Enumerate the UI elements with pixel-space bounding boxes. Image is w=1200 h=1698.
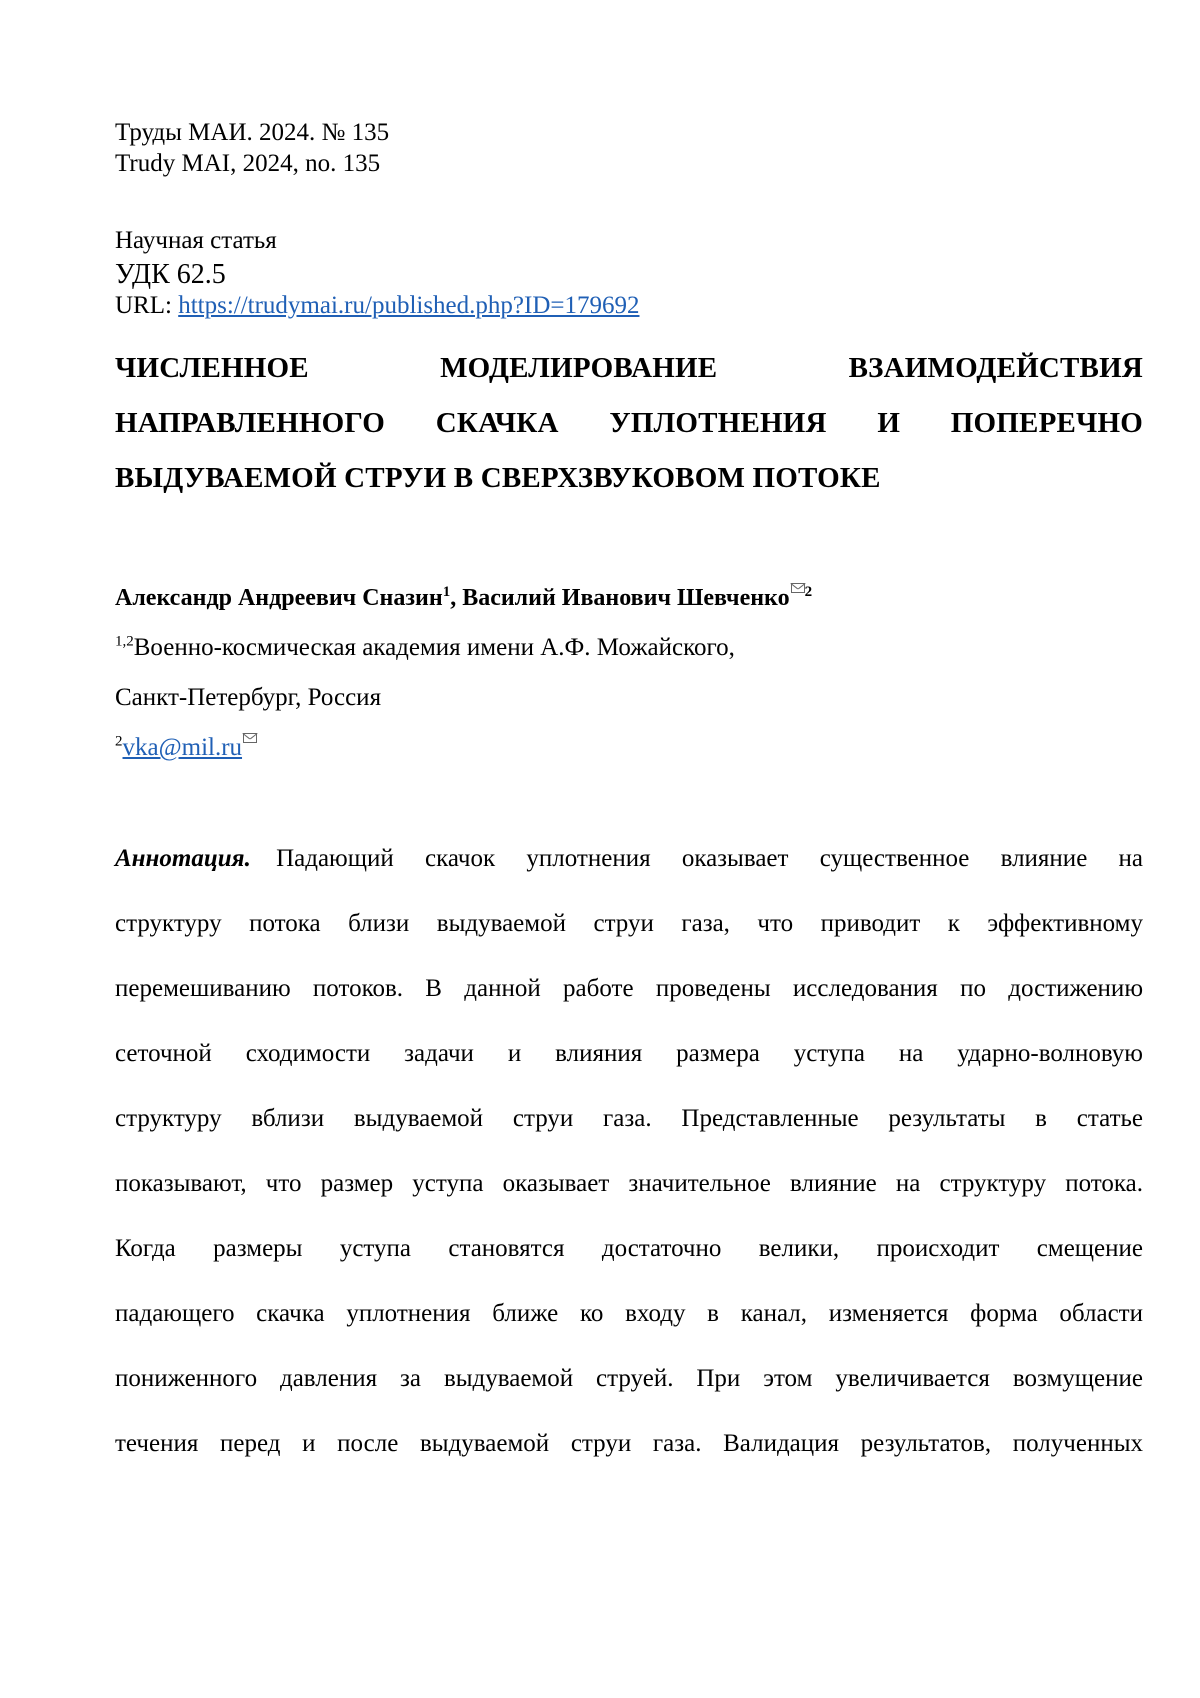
article-url-link[interactable]: https://trudymai.ru/published.php?ID=179692	[178, 292, 640, 319]
affiliation-name: Военно-космическая академия имени А.Ф. Можайского,	[133, 634, 735, 661]
author-separator: ,	[450, 585, 463, 611]
abstract-line: сеточной сходимости задачи и влияния размера уступа на ударно-волновую	[115, 1040, 1143, 1067]
title-line-3: ВЫДУВАЕМОЙ СТРУИ В СВЕРХЗВУКОВОМ ПОТОКЕ	[115, 462, 881, 494]
article-type: Научная статья	[115, 227, 277, 254]
abstract-line: пониженного давления за выдуваемой струей. При этом увеличивается возмущение	[115, 1365, 1143, 1392]
abstract-line: показывают, что размер уступа оказывает значительное влияние на структуру потока.	[115, 1170, 1143, 1197]
abstract-line: перемешиванию потоков. В данной работе проведены исследования по достижению	[115, 975, 1143, 1002]
affiliation-line-1	[115, 634, 735, 662]
title-word: УПЛОТНЕНИЯ	[609, 407, 827, 439]
url-line	[115, 292, 639, 320]
abstract-line: структуру вблизи выдуваемой струи газа. Представленные результаты в статье	[115, 1105, 1143, 1132]
email-link[interactable]: vka@mil.ru	[122, 734, 243, 761]
affiliation-sup: 1,2	[115, 633, 134, 650]
abstract-line: Когда размеры уступа становятся достаточно велики, происходит смещение	[115, 1235, 1143, 1262]
email-sup: 2	[115, 733, 123, 750]
title-word: ЧИСЛЕННОЕ	[115, 352, 309, 384]
title-word: И	[877, 407, 901, 439]
author-1-sup: 1	[442, 584, 451, 600]
authors	[115, 583, 812, 612]
author-1-name: Александр Андреевич Сназин	[115, 585, 443, 611]
title-word: СКАЧКА	[435, 407, 559, 439]
journal-en: Trudy MAI, 2024, no. 135	[115, 150, 381, 177]
title-word: НАПРАВЛЕННОГО	[115, 407, 386, 439]
title-word: ПОПЕРЕЧНО	[950, 407, 1144, 439]
abstract-line: течения перед и после выдуваемой струи газа. Валидация результатов, полученных	[115, 1430, 1143, 1457]
udk: УДК 62.5	[115, 259, 226, 290]
mail-icon	[791, 583, 805, 593]
abstract-line: структуру потока близи выдуваемой струи газа, что приводит к эффективному	[115, 910, 1143, 937]
mail-icon	[243, 733, 257, 743]
author-2-name: Василий Иванович Шевченко	[462, 585, 790, 611]
title-line-2	[115, 407, 1143, 440]
abstract-line	[115, 845, 1143, 873]
title-line-1	[115, 352, 1143, 385]
title-word: МОДЕЛИРОВАНИЕ	[440, 352, 718, 384]
email-line	[115, 733, 257, 762]
url-label: URL:	[115, 292, 179, 319]
title-word: ВЗАИМОДЕЙСТВИЯ	[848, 352, 1143, 384]
affiliation-line-2: Санкт-Петербург, Россия	[115, 684, 382, 711]
abstract-line: падающего скачка уплотнения ближе ко входу в канал, изменяется форма области	[115, 1300, 1143, 1327]
abstract-text: Падающий скачок уплотнения оказывает существенное влияние на	[276, 845, 1144, 872]
journal-ru: Труды МАИ. 2024. № 135	[115, 119, 390, 146]
abstract-label: Аннотация.	[115, 845, 251, 872]
author-2-sup: 2	[804, 584, 813, 600]
